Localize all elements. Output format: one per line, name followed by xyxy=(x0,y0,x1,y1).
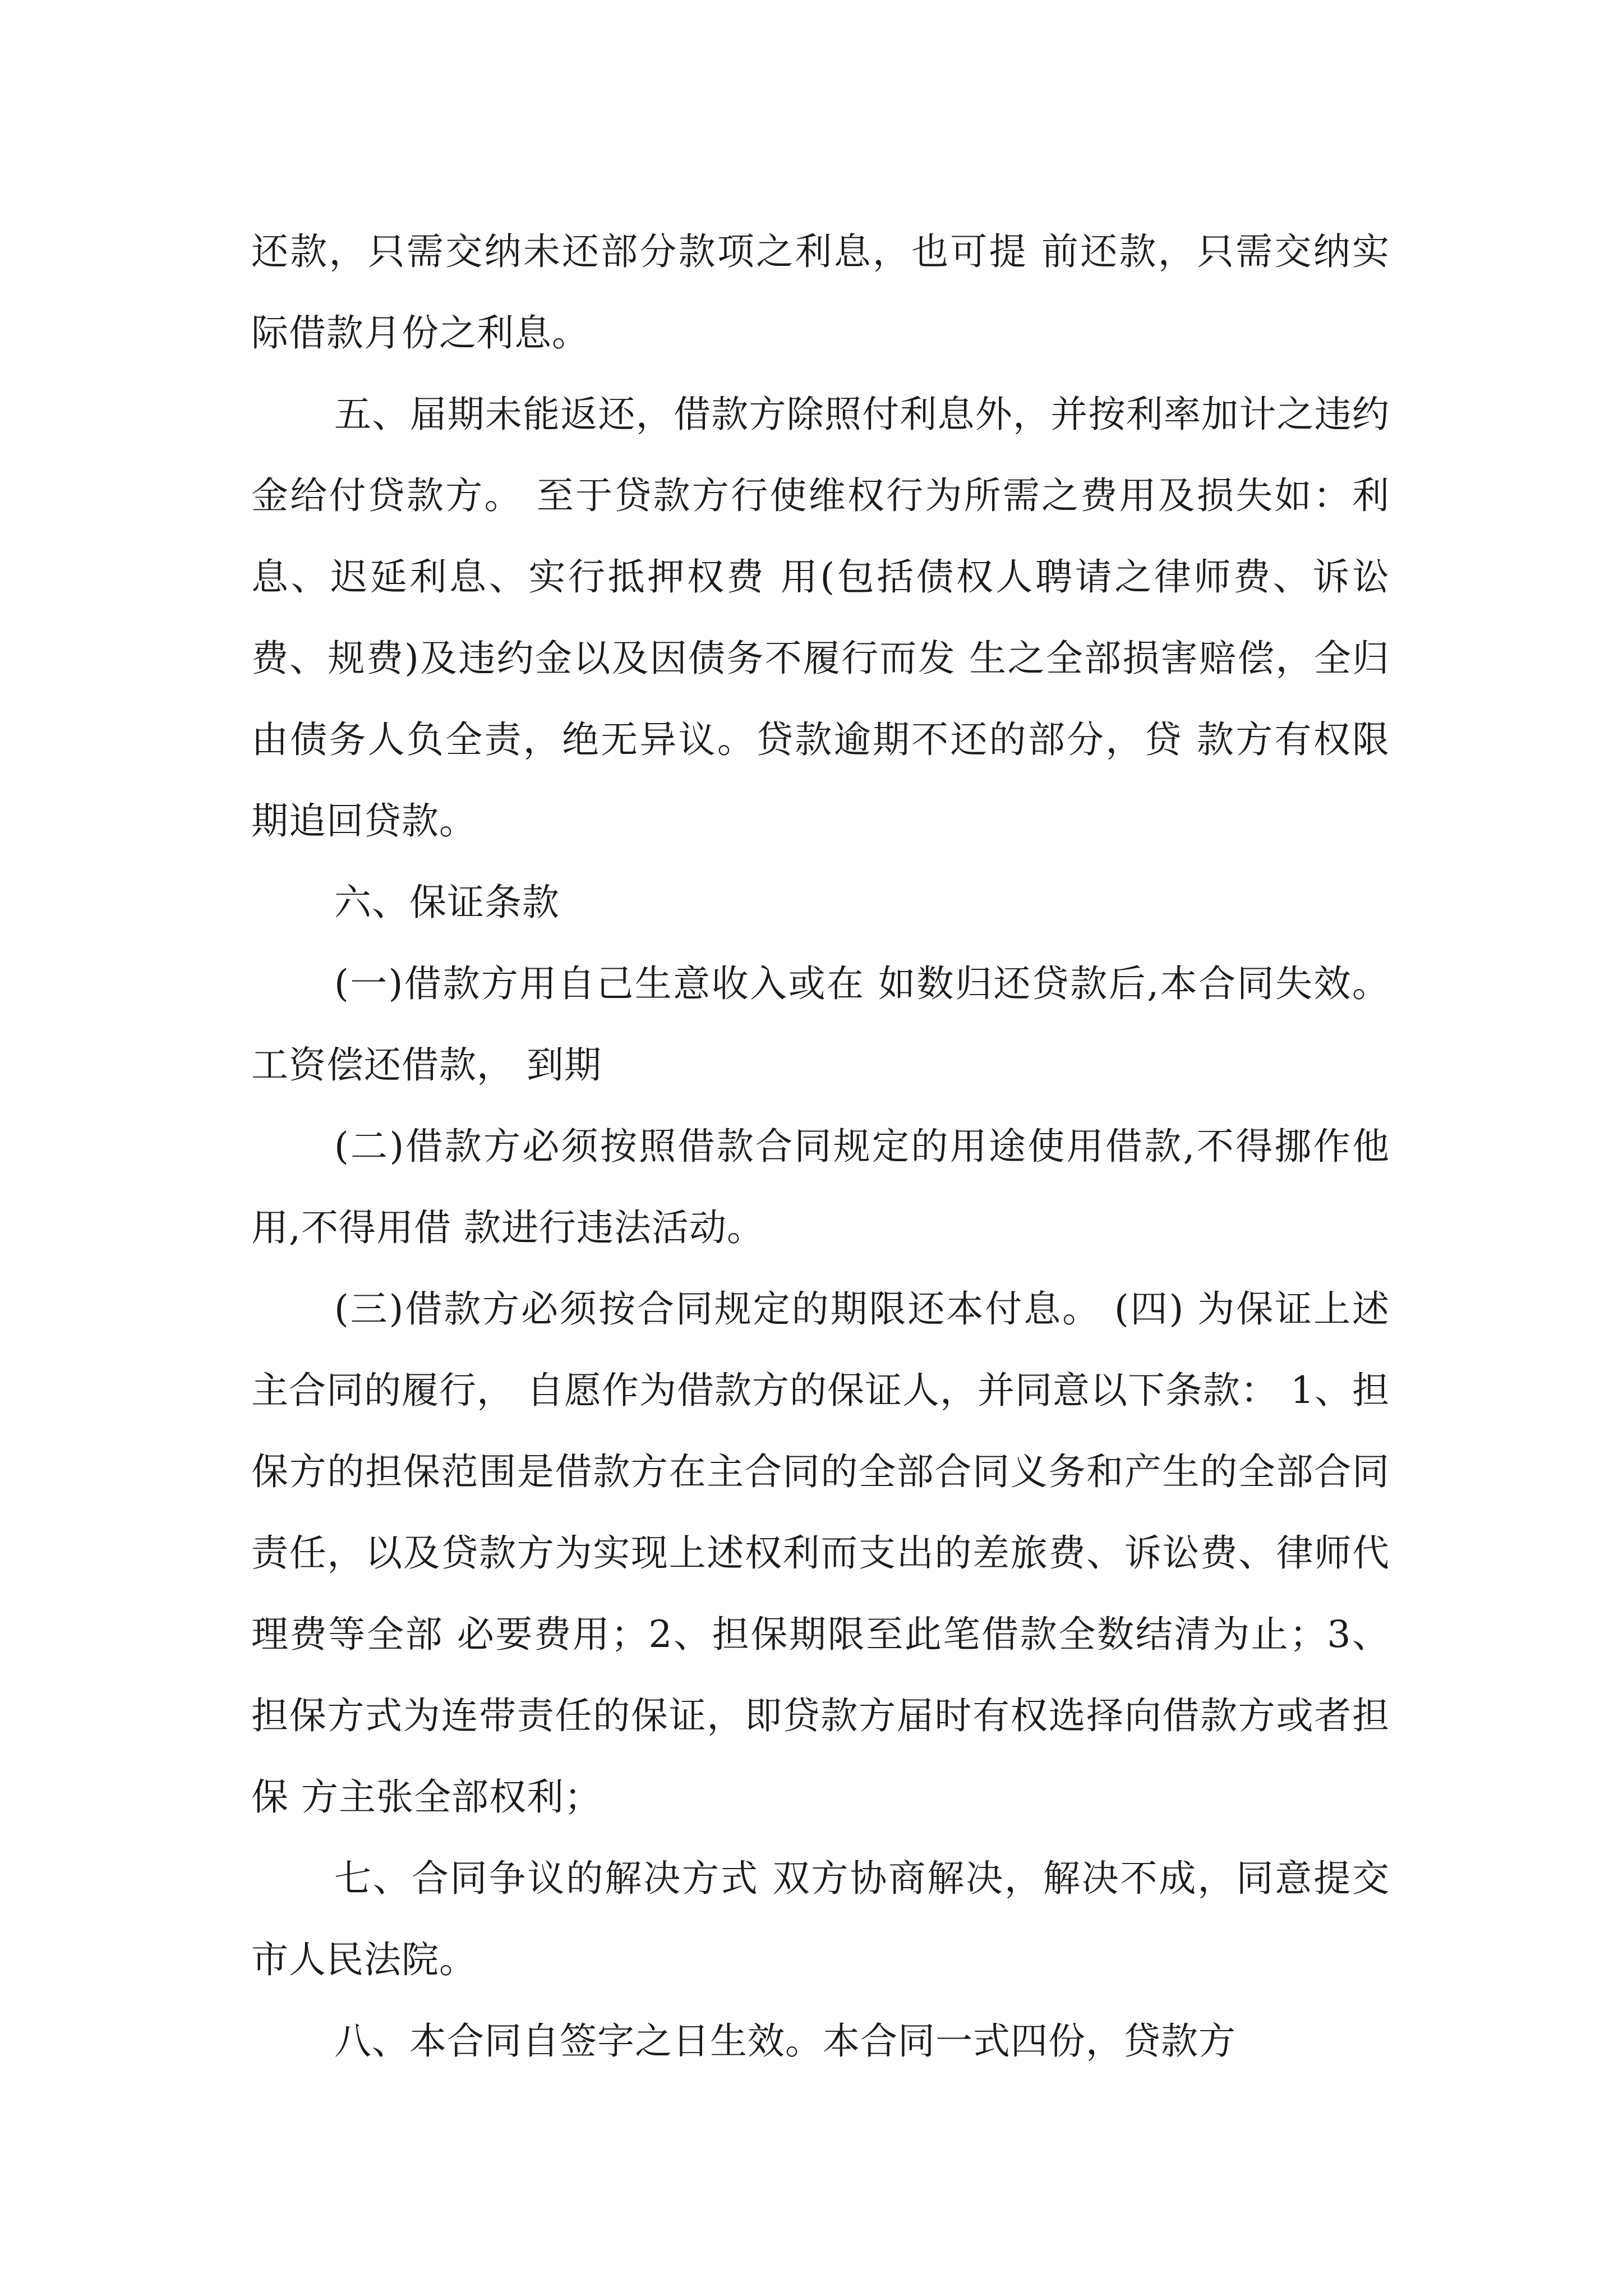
paragraph-intro-continued: 还款，只需交纳未还部分款项之利息，也可提 前还款，只需交纳实际借款月份之利息。 xyxy=(251,230,1390,355)
paragraph-clause-8: 八、本合同自签字之日生效。本合同一式四份，贷款方 xyxy=(334,2019,1236,2063)
paragraph-clause-6-1: (一)借款方用自己生意收入或在 如数归还贷款后,本合同失效。 工资偿还借款， 到期 xyxy=(251,962,1390,1087)
paragraph-clause-7: 七、合同争议的解决方式 双方协商解决，解决不成，同意提交 市人民法院。 xyxy=(251,1857,1390,1981)
paragraph-clause-6-3: (三)借款方必须按合同规定的期限还本付息。 (四) 为保证上述主合同的履行， 自愿作为借款方的保证人，并同意以下条款： 1、担保方的担保范围是借款方在主合同的全部合同义务和产生的全部合同 责任，以及贷款方为实现上述权利而支出的差旅费、诉讼费、律师代理费等全部 必要费用；2、担保期限至此笔借款全数结清为止；3、担保方式为连带责任的保证，即贷款方届时有权选择向借款方或者担保 方主张全部权利； xyxy=(251,1287,1390,1819)
document-body xyxy=(251,211,1390,2082)
paragraph-clause-5: 五、届期未能返还，借款方除照付利息外，并按利率加计之违约金给付贷款方。 至于贷款方行使维权行为所需之费用及损失如：利息、迟延利息、实行抵押权费 用(包括债权人聘请之律师费、诉讼费、规费)及违约金以及因债务不履行而发 生之全部损害赔偿，全归由债务人负全责，绝无异议。贷款逾期不还的部分，贷 款方有权限期追回贷款。 xyxy=(251,393,1390,843)
paragraph-clause-6-heading: 六、保证条款 xyxy=(334,881,560,924)
paragraph-clause-6-2: (二)借款方必须按照借款合同规定的用途使用借款,不得挪作他用,不得用借 款进行违法活动。 xyxy=(251,1125,1390,1249)
